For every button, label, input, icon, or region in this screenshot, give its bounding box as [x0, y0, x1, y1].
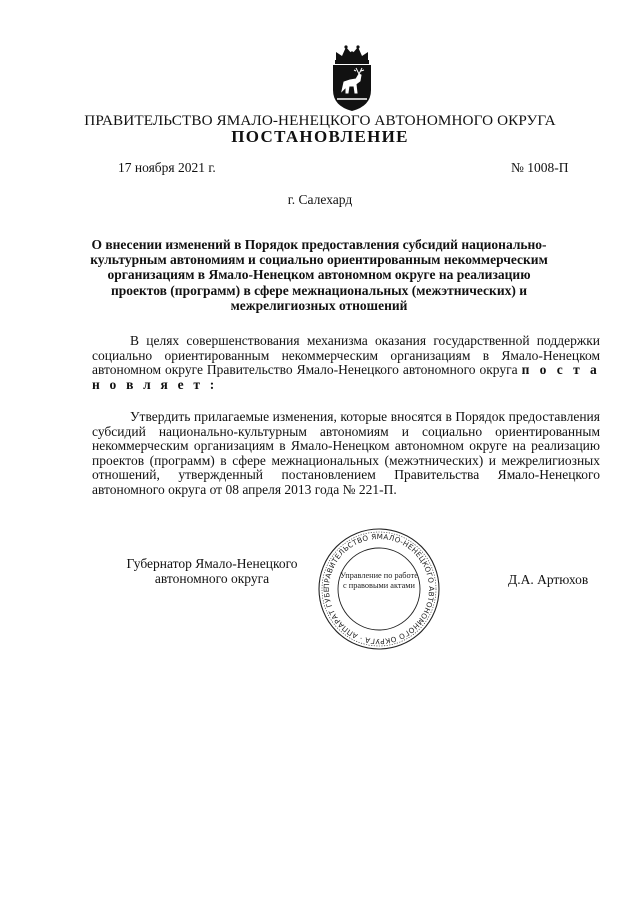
signatory-position: Губернатор Ямало-Ненецкого автономного округа: [126, 556, 298, 586]
document-date: 17 ноября 2021 г.: [118, 160, 216, 175]
document-title: О внесении изменений в Порядок предоставления субсидий национально-культурным автономиям и социально ориентированным некоммерческим организациям в Ямало-Ненецком автономном округе на реализацию проектов (программ) в сфере межнациональных (межэтнических) и межрелигиозных отношений: [90, 237, 548, 313]
body-paragraph-2: [92, 410, 600, 498]
document-number: № 1008-П: [511, 160, 569, 175]
paragraph-2-text: Утвердить прилагаемые изменения, которые вносятся в Порядок предоставления субсидий национально-культурным автономиям и социально ориентированным некоммерческим организациям в Ямало-Ненецком автономном округе на реализацию проектов (программ) в сфере межнациональных (межэтнических) и межрелигиозных отношений, утвержденный постановлением Правительства Ямало-Ненецкого автономного округа от 08 апреля 2013 года № 221-П.: [92, 409, 600, 497]
stamp-center-text: Управление по работе с правовыми актами: [340, 571, 418, 590]
signatory-name: Д.А. Артюхов: [508, 572, 589, 587]
government-name: ПРАВИТЕЛЬСТВО ЯМАЛО-НЕНЕЦКОГО АВТОНОМНОГО ОКРУГА: [84, 112, 556, 129]
document-type: ПОСТАНОВЛЕНИЕ: [231, 127, 409, 146]
official-stamp: [315, 527, 443, 651]
stamp-ring-text: ПРАВИТЕЛЬСТВО ЯМАЛО-НЕНЕЦКОГО АВТОНОМНОГО ОКРУГА · АППАРАТ ГУБЕ: [321, 531, 437, 647]
paragraph-1-text: В целях совершенствования механизма оказания государственной поддержки социально ориентированным некоммерческим организациям в Ямало-Ненецком автономном округе Правительство Ямало-Ненецкого автономного округа: [92, 333, 600, 378]
document-city: г. Салехард: [287, 192, 353, 207]
decree-word: п о с т а н о в л я е т :: [92, 362, 600, 392]
coat-of-arms-icon: [325, 44, 379, 112]
body-paragraph-1: [92, 334, 600, 392]
